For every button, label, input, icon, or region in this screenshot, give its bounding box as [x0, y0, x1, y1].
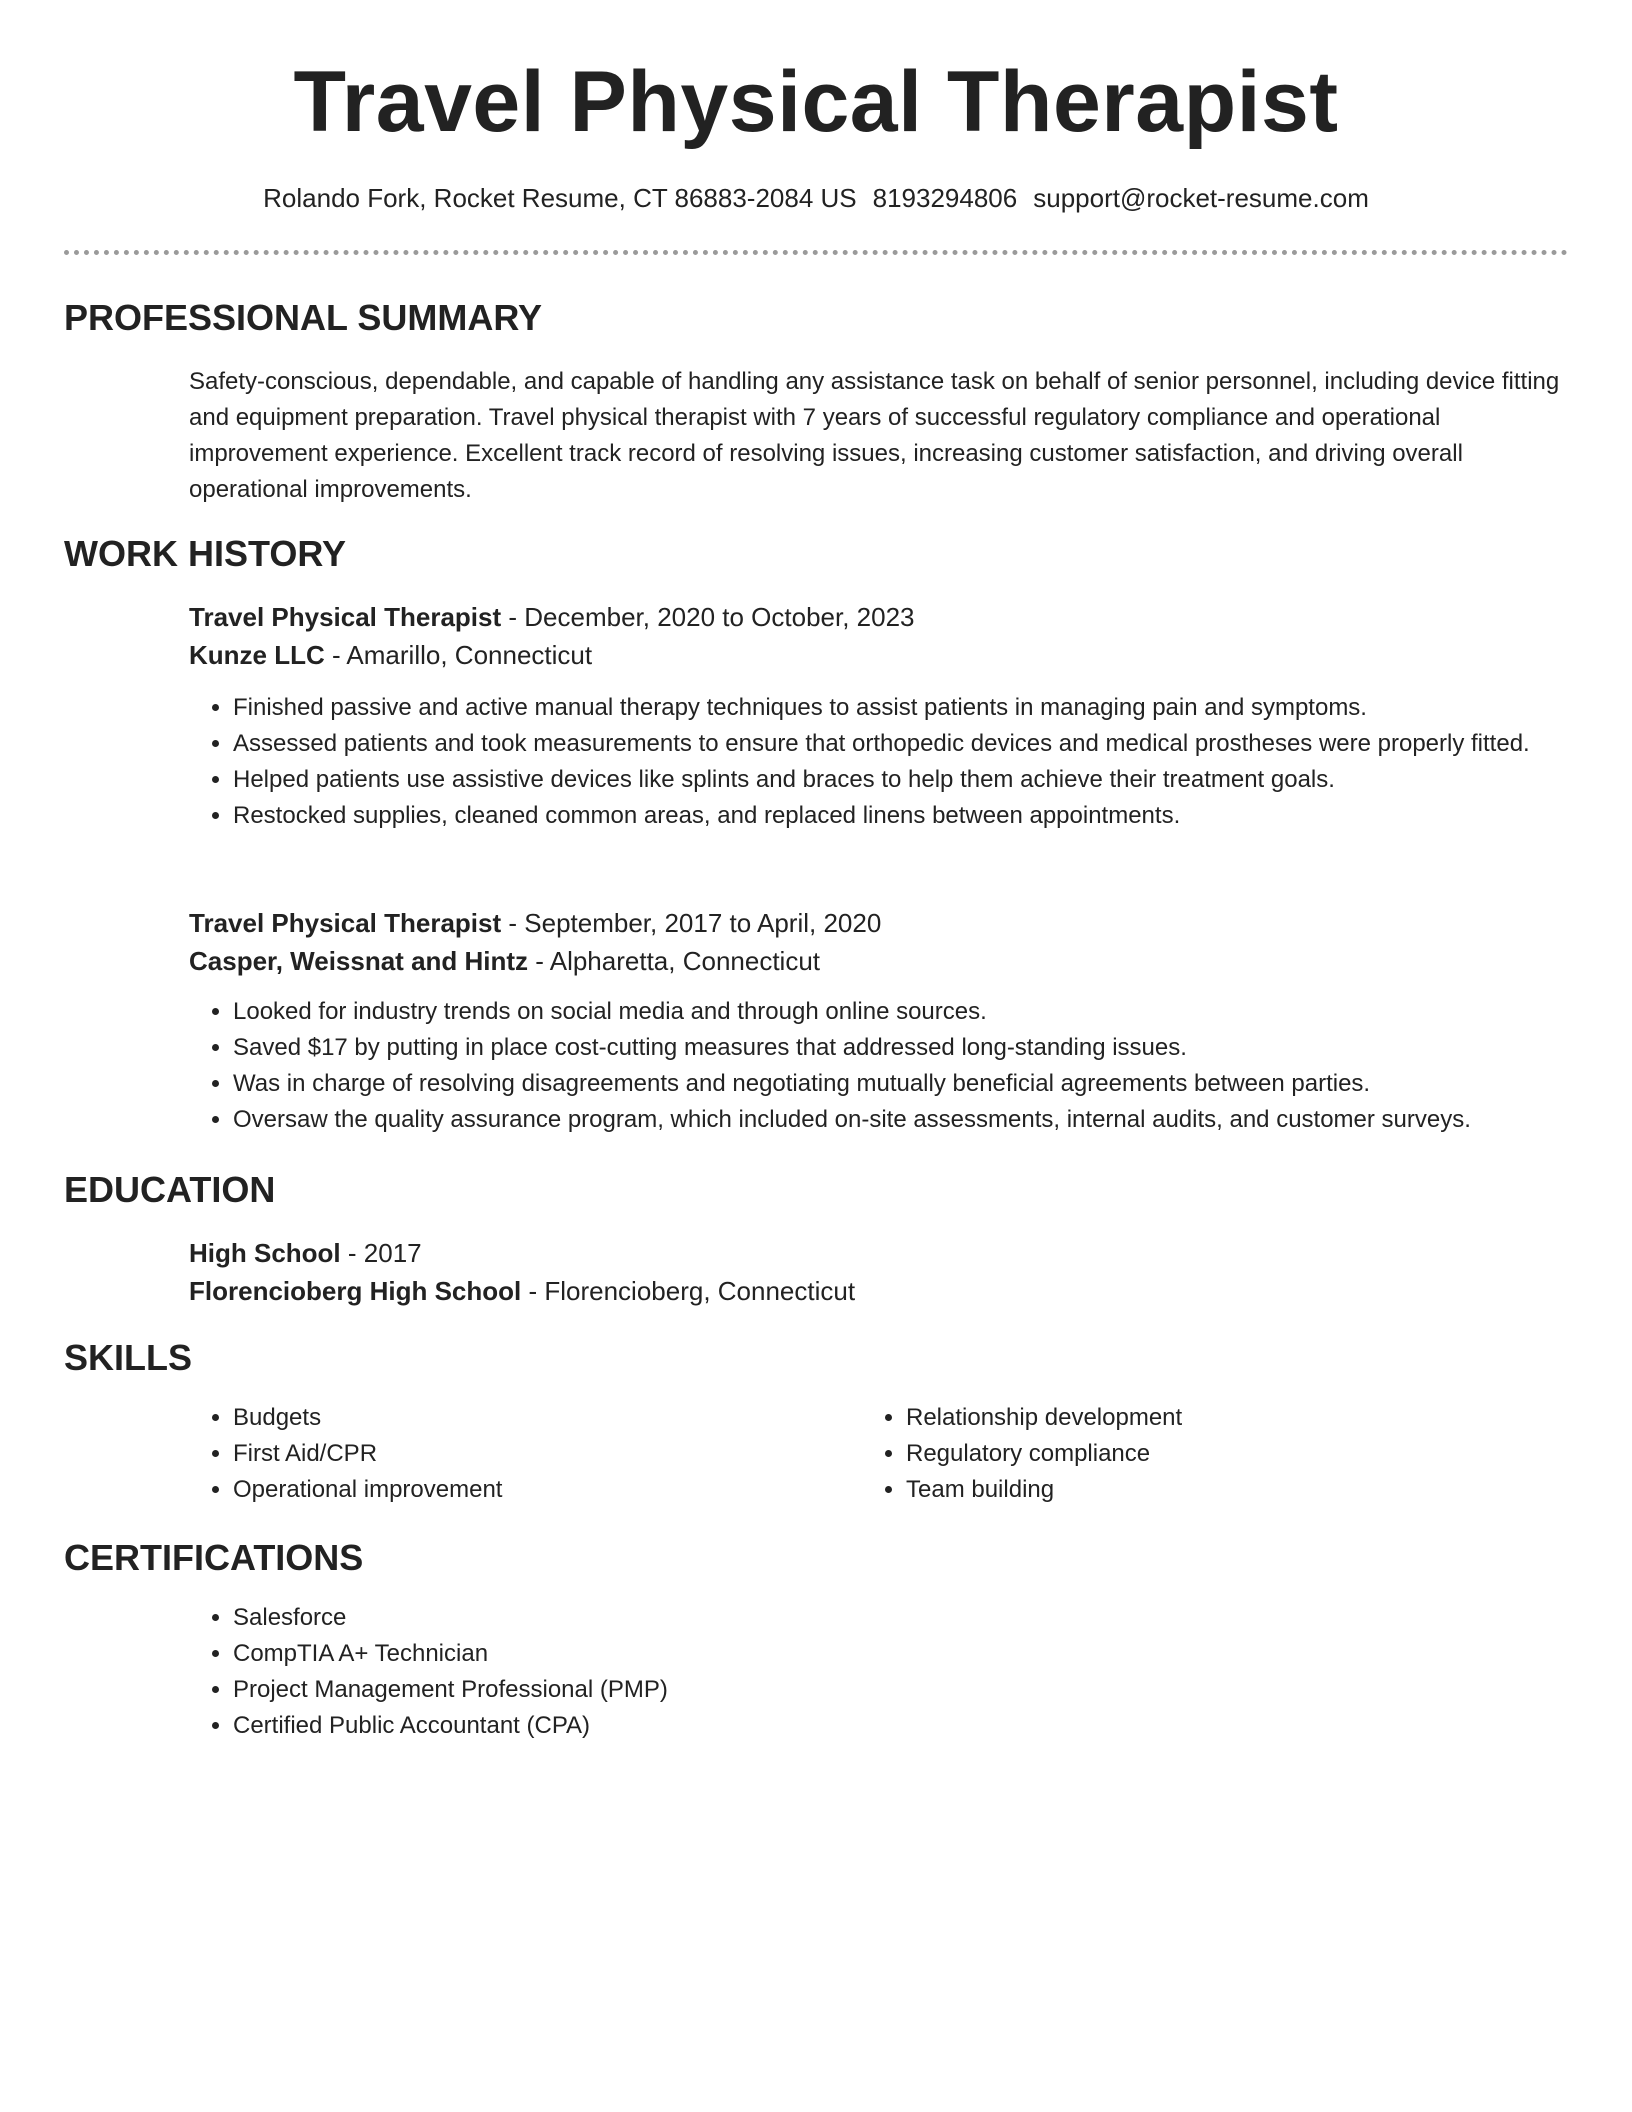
list-item: • Project Management Professional (PMP) [233, 1672, 1569, 1708]
job-dates: - December, 2020 to October, 2023 [501, 602, 915, 632]
skills-column-left [189, 1400, 809, 1508]
education-degree: High School [189, 1238, 341, 1268]
contact-line [0, 180, 1632, 216]
education-location: - Florencioberg, Connecticut [521, 1276, 856, 1306]
list-item: • Operational improvement [233, 1472, 809, 1508]
page-title: Travel Physical Therapist [293, 54, 1339, 150]
section-title-summary: PROFESSIONAL SUMMARY [64, 297, 543, 338]
certifications-entry [189, 1600, 1569, 1744]
job-company: Casper, Weissnat and Hintz [189, 946, 529, 976]
job-title: Travel Physical Therapist [189, 602, 502, 632]
job-title-line [189, 598, 1569, 636]
section-title-education: EDUCATION [64, 1169, 276, 1210]
list-item: • CompTIA A+ Technician [233, 1636, 1569, 1672]
list-item: • Was in charge of resolving disagreements and negotiating mutually beneficial agreements between parties. [233, 1066, 1569, 1102]
list-item: • Relationship development [906, 1400, 1482, 1436]
list-item: • Saved $17 by putting in place cost-cutting measures that addressed long-standing issues. [233, 1030, 1569, 1066]
contact-address: Rolando Fork, Rocket Resume, CT 86883-2084 US [263, 183, 857, 213]
list-item: • Restocked supplies, cleaned common areas, and replaced linens between appointments. [233, 798, 1569, 834]
list-item: • Assessed patients and took measurements to ensure that orthopedic devices and medical prostheses were properly fitted. [233, 726, 1569, 762]
job-bullets [189, 994, 1569, 1138]
job-company-line [189, 636, 1569, 674]
contact-phone: 8193294806 [872, 183, 1018, 213]
list-item: • Oversaw the quality assurance program, which included on-site assessments, internal audits, and customer surveys. [233, 1102, 1569, 1138]
job-location: - Alpharetta, Connecticut [528, 946, 821, 976]
job-company: Kunze LLC [189, 640, 325, 670]
job-location: - Amarillo, Connecticut [324, 640, 593, 670]
list-item: • Certified Public Accountant (CPA) [233, 1708, 1569, 1744]
summary-text: Safety-conscious, dependable, and capable of handling any assistance task on behalf of senior personnel, including device fitting and equipment preparation. Travel physical therapist with 7 years of successful regulatory compliance and operational improvement experience. Excellent track record of resolving issues, increasing customer satisfaction, and driving overall operational improvements. [189, 368, 1560, 503]
list-item: • Regulatory compliance [906, 1436, 1482, 1472]
skills-column-right [862, 1400, 1482, 1508]
education-school-line [189, 1272, 1569, 1310]
education-school: Florencioberg High School [189, 1276, 522, 1306]
list-item: • Budgets [233, 1400, 809, 1436]
section-title-skills: SKILLS [64, 1337, 193, 1378]
education-entry [189, 1234, 1569, 1310]
section-title-certifications: CERTIFICATIONS [64, 1537, 364, 1578]
section-title-work-history: WORK HISTORY [64, 533, 347, 574]
header-divider [64, 250, 1568, 255]
list-item: • Salesforce [233, 1600, 1569, 1636]
list-item: • First Aid/CPR [233, 1436, 809, 1472]
list-item: • Finished passive and active manual therapy techniques to assist patients in managing pain and symptoms. [233, 690, 1569, 726]
skills-list-left [189, 1400, 809, 1508]
job-company-line [189, 942, 1569, 980]
skills-list-right [862, 1400, 1482, 1508]
job-bullets [189, 690, 1569, 834]
list-item: • Helped patients use assistive devices like splints and braces to help them achieve their treatment goals. [233, 762, 1569, 798]
list-item: • Team building [906, 1472, 1482, 1508]
job-dates: - September, 2017 to April, 2020 [501, 908, 882, 938]
job-entry [189, 904, 1569, 1138]
list-item: • Looked for industry trends on social media and through online sources. [233, 994, 1569, 1030]
job-entry [189, 598, 1569, 834]
contact-email[interactable]: support@rocket-resume.com [1033, 183, 1369, 213]
education-degree-line [189, 1234, 1569, 1272]
job-title-line [189, 904, 1569, 942]
certifications-list [189, 1600, 1569, 1744]
education-year: - 2017 [340, 1238, 422, 1268]
job-title: Travel Physical Therapist [189, 908, 502, 938]
